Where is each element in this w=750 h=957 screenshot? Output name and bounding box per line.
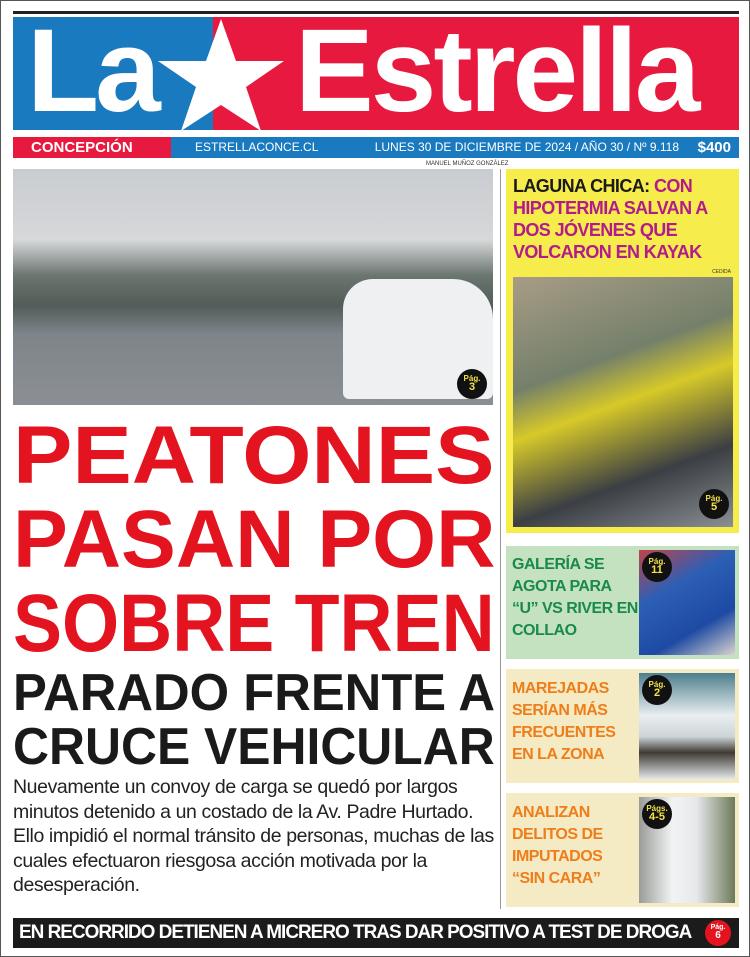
logo-text-la: La: [27, 17, 157, 130]
page-badge: Pág. 5: [699, 489, 729, 519]
edition-city: CONCEPCIÓN: [13, 137, 171, 158]
headline-line[interactable]: SOBRE TREN: [13, 578, 495, 669]
star-icon: [156, 19, 286, 130]
logo-text-estrella: Estrella: [295, 17, 698, 130]
subheadline-line[interactable]: CRUCE VEHICULAR: [13, 718, 495, 776]
ticker-text: EN RECORRIDO DETIENEN A MICRERO TRAS DAR POSITIVO A TEST DE DROGA: [19, 922, 692, 943]
story-title: GALERÍA SE AGOTA PARA “U” VS RIVER EN COLLAO: [512, 556, 638, 639]
info-strip: [13, 137, 739, 158]
page-badge: Pág. 3: [457, 369, 487, 399]
date-issue: LUNES 30 DE DICIEMBRE DE 2024 / AÑO 30 / Nº 9.118: [374, 140, 679, 154]
photo-credit: MANUEL MUÑOZ GONZÁLEZ: [426, 161, 509, 167]
page-badge: Pág. 2: [642, 675, 672, 705]
headline-line[interactable]: PASAN POR: [13, 494, 496, 585]
feature-title: LAGUNA CHICA: CON HIPOTERMIA SALVAN A DOS JÓVENES QUE VOLCARON EN KAYAK: [513, 176, 707, 262]
headline-line[interactable]: PEATONES: [13, 410, 495, 501]
lead-paragraph: Nuevamente un convoy de carga se quedó por largos minutos detenido a un costado de la Av. Padre Hurtado. Ello impidió el normal tránsito de personas, muchas de las cuales efectuaron riesgosa acción motivada por la desesperación.: [13, 776, 494, 896]
price: $400: [697, 139, 731, 156]
story-teaser[interactable]: [506, 669, 739, 783]
feature-story[interactable]: [506, 169, 739, 533]
page-badge: Págs. 4-5: [642, 799, 672, 829]
feature-photo-credit: CEDIDA: [712, 269, 731, 275]
story-title: ANALIZAN DELITOS DE IMPUTADOS “SIN CARA”: [512, 804, 603, 887]
page-badge: Pág. 11: [642, 552, 672, 582]
main-photo[interactable]: [13, 169, 493, 405]
top-rule: [13, 11, 739, 14]
story-teaser[interactable]: [506, 546, 739, 659]
story-title: MAREJADAS SERÍAN MÁS FRECUENTES EN LA ZONA: [512, 680, 616, 763]
page-badge: Pág. 6: [705, 920, 731, 946]
column-divider: [500, 169, 501, 909]
website[interactable]: ESTRELLACONCE.CL: [195, 140, 319, 154]
bottom-ticker[interactable]: [13, 918, 739, 948]
subheadline-line[interactable]: PARADO FRENTE A: [13, 664, 495, 722]
story-teaser[interactable]: [506, 793, 739, 907]
masthead-logo: [13, 17, 739, 130]
feature-photo: [513, 277, 733, 527]
